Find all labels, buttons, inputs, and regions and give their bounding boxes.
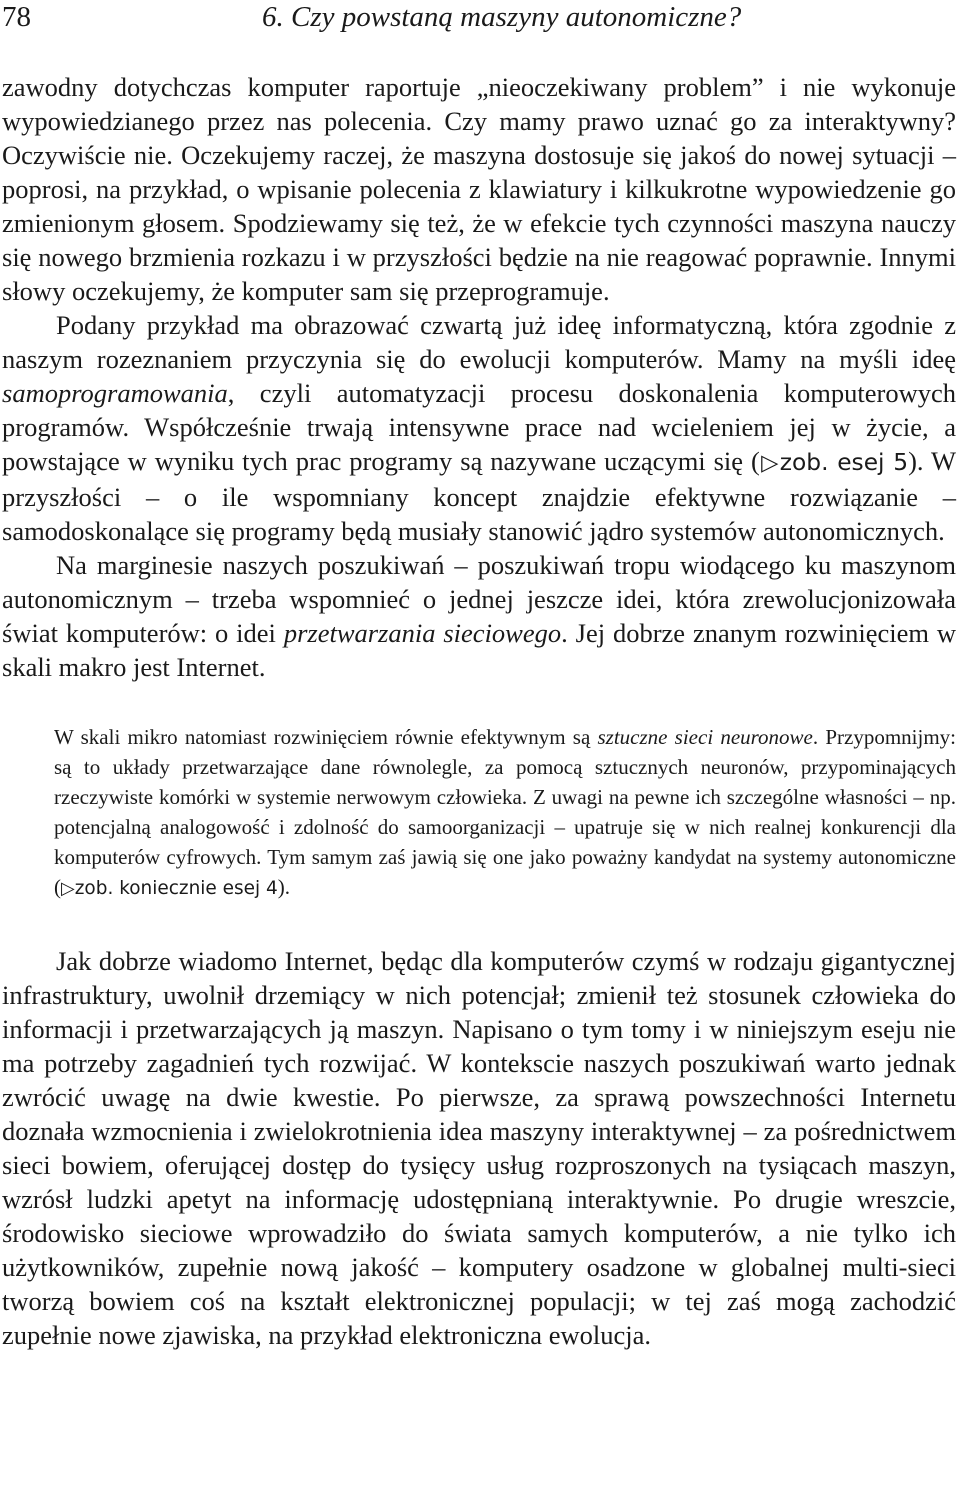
side-note-text-a: W skali mikro natomiast rozwinięciem równie efektywnym są (54, 725, 598, 749)
side-note-text-b: . Przypomnijmy: są to układy przetwarzające dane równolegle, za pomocą sztucznych neuronów, przypominających rzeczywiste komórki w systemie nerwowym człowieka. Z uwagi na pewne ich szczególne własności – np. potencjalną analogowość i zdolność do samoorganizacji – upatruje się w nich realnej konkurencji dla komputerów cyfrowych. Tym samym zaś jawią się one jako poważny kandydat na systemy autonomiczne ( (54, 725, 956, 899)
paragraph-1 (2, 70, 956, 308)
page-number: 78 (2, 1, 31, 33)
cross-reference-arrow-icon: ▷ (61, 878, 75, 899)
term-przetwarzanie-sieciowe: przetwarzania sieciowego (283, 618, 562, 648)
paragraph-3-text-b: . Jej dobrze znanym rozwinięciem w skali makro jest Internet. (2, 618, 956, 682)
paragraph-2-text-b: , czyli automatyzacji procesu doskonalenia komputerowych programów. Współcześnie trwają intensywne prace nad wcieleniem jej w życie, a powstające w wyniku tych prac programy są nazywane uczącymi się ( (2, 378, 956, 476)
cross-reference-essay-4[interactable]: zob. koniecznie esej 4 (74, 878, 278, 899)
paragraph-2-text-a: Podany przykład ma obrazować czwartą już ideę informatyczną, która zgodnie z naszym rozeznaniem przyczynia się do ewolucji komputerów. Mamy na myśli ideę (2, 310, 956, 374)
paragraph-3-text-a: Na marginesie naszych poszukiwań – poszukiwań tropu wiodącego ku maszynom autonomicznym – trzeba wspomnieć o jednej jeszcze idei, która zrewolucjonizowała świat komputerów: o idei (2, 550, 956, 648)
chapter-running-title: 6. Czy powstaną maszyny autonomiczne? (262, 1, 742, 33)
term-samoprogramowanie: samoprogramowania (2, 378, 228, 408)
paragraph-3 (2, 548, 956, 684)
paragraph-4-text: Jak dobrze wiadomo Internet, będąc dla komputerów czymś w rodzaju gigantycznej infrastruktury, uwolnił drzemiący w nich potencjał; zmienił też stosunek człowieka do informacji i przetwarzających ją maszyn. Napisano o tym tomy i w niniejszym eseju nie ma potrzeby zagadnień tych rozwijać. W kontekscie naszych poszukiwań warto jednak zwrócić uwagę na dwie kwestie. Po pierwsze, za sprawą powszechności Internetu doznała wzmocnienia i zwielokrotnienia idea maszyny interaktywnej – za pośrednictwem sieci bowiem, oferującej dostęp do tysięcy usług rozproszonych na tysiącach maszyn, wzrósł ludzki apetyt na informację udostępnianą interaktywnie. Po drugie wreszcie, środowisko sieciowe wprowadziło do świata samych komputerów, a nie tylko ich użytkowników, zupełnie nową jakość – komputery osadzone w globalnej multi-sieci tworzą bowiem coś na kształt elektronicznej populacji; w tej zaś mogą zachodzić zupełnie nowe zjawiska, na przykład elektroniczna ewolucja. (2, 946, 956, 1350)
side-note (54, 722, 956, 904)
cross-reference-arrow-icon: ▷ (759, 450, 780, 476)
cross-reference-essay-5[interactable]: zob. esej 5 (779, 449, 909, 476)
paragraph-4 (2, 944, 956, 1352)
paragraph-2-text-c: ). W przyszłości – o ile wspomniany koncept znajdzie efektywne rozwiązanie – samodoskonalące się programy będą musiały stanowić jądro systemów autonomicznych. (2, 446, 957, 546)
paragraph-2 (2, 308, 956, 548)
page-body (2, 70, 956, 1352)
paragraph-1-text: zawodny dotychczas komputer raportuje „nieoczekiwany problem” i nie wykonuje wypowiedzianego przez nas polecenia. Czy mamy prawo uznać go za interaktywny? Oczywiście nie. Oczekujemy raczej, że maszyna dostosuje się jakoś do nowej sytuacji – poprosi, na przykład, o wpisanie polecenia z klawiatury i kilkukrotne wypowiedzenie go zmienionym głosem. Spodziewamy się też, że w efekcie tych czynności maszyna nauczy się nowego brzmienia rozkazu i w przyszłości będzie na nie reagować poprawnie. Innymi słowy oczekujemy, że komputer sam się przeprogramuje. (2, 72, 956, 306)
side-note-text-c: ). (277, 875, 290, 899)
term-sztuczne-sieci-neuronowe: sztuczne sieci neuronowe (597, 725, 813, 749)
page-header (0, 0, 960, 40)
